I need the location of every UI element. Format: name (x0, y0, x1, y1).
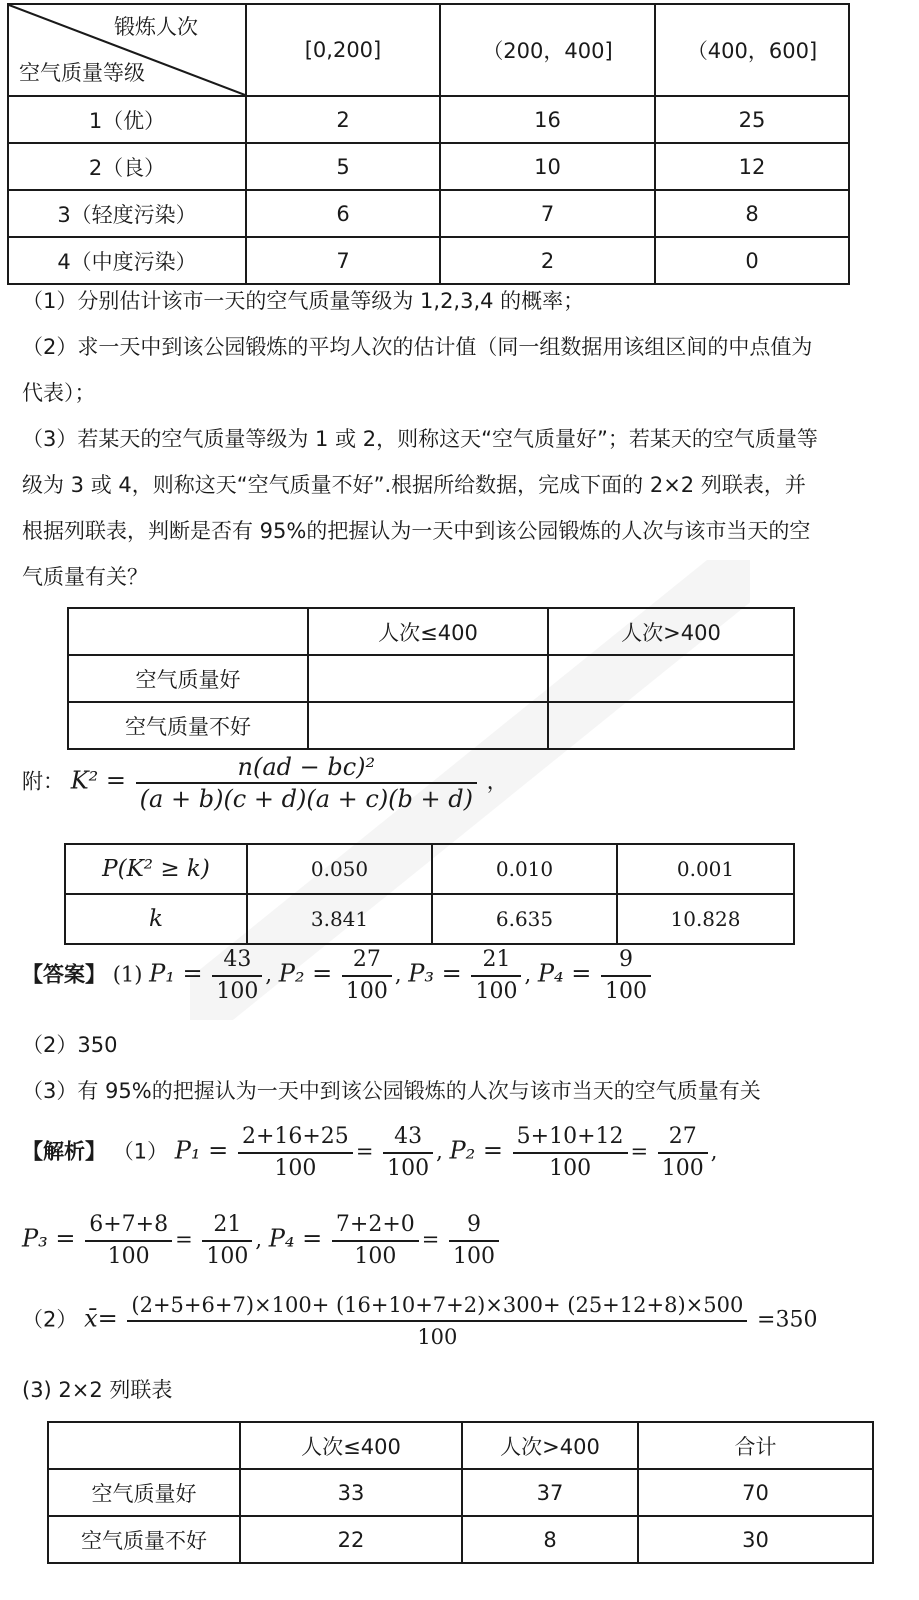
row-label: 空气质量不好 (68, 702, 308, 749)
cell: 6.635 (432, 894, 617, 944)
numerator: 27 (342, 945, 392, 977)
cell: 70 (638, 1469, 873, 1516)
formula-lhs: K² = (70, 766, 126, 795)
p3-fraction (471, 945, 521, 1007)
denominator: 100 (549, 1156, 592, 1181)
table-row (65, 894, 794, 944)
p1-fraction (212, 945, 262, 1007)
empty-cell (548, 702, 794, 749)
cell: 22 (240, 1516, 462, 1563)
p4-symbol: P₄ = (537, 959, 592, 988)
answer-label: 【答案】 (22, 962, 106, 987)
col-header: 合计 (638, 1422, 873, 1469)
question-3-line1: （3）若某天的空气质量等级为 1 或 2，则称这天“空气质量好”；若某天的空气质量等 (22, 427, 818, 451)
xbar-symbol: x̄= (84, 1304, 118, 1333)
formula-numerator: n(ad − bc)² (136, 752, 477, 784)
denominator: 100 (417, 1325, 458, 1349)
analysis-line-3 (22, 1290, 817, 1352)
answer-part-1: (1) (112, 962, 143, 987)
row-label: 4（中度污染） (8, 237, 246, 284)
blank-corner (68, 608, 308, 655)
formula-fraction (136, 752, 477, 814)
blank-corner (48, 1422, 240, 1469)
numerator: 7+2+0 (332, 1210, 419, 1242)
denominator: 100 (661, 1156, 704, 1181)
numerator: 27 (658, 1122, 708, 1154)
answer-line-1: 【答案】 (1) P₁ = $\frac{43}{100}$ , P₂ = $\frac{27}{100}$ , P₃ = $\frac{21}{100}$ , P₄ = $\frac{9}{100}$ (22, 945, 654, 1007)
numerator: 2+16+25 (238, 1122, 353, 1154)
cell: 0 (655, 237, 849, 284)
cell: 12 (655, 143, 849, 190)
denominator: 100 (605, 979, 648, 1004)
analysis-line-2: P₃ = $\frac{6+7+8}{100}$ = $\frac{21}{100}$ , P₄ = $\frac{7+2+0}{100}$ = $\frac{9}{100}$ (22, 1210, 502, 1272)
critical-value-table (64, 843, 795, 945)
chi-square-formula (22, 752, 508, 814)
cell: 6 (246, 190, 440, 237)
p3-symbol: P₃ = (22, 1224, 76, 1253)
p1-sum-fraction (238, 1122, 353, 1184)
cell: 33 (240, 1469, 462, 1516)
filled-contingency-table (47, 1421, 874, 1564)
cell: 5 (246, 143, 440, 190)
col-header: （400，600] (655, 4, 849, 96)
denominator: 100 (107, 1244, 150, 1269)
p3-result-fraction (202, 1210, 252, 1272)
cell: 0.010 (432, 844, 617, 894)
denominator: 100 (387, 1156, 430, 1181)
table-row (8, 143, 849, 190)
corner-top-label: 锻炼人次 (114, 15, 198, 39)
col-header: [0,200] (246, 4, 440, 96)
cell: 16 (440, 96, 655, 143)
p2-result-fraction (658, 1122, 708, 1184)
col-header: 人次≤400 (240, 1422, 462, 1469)
denominator: 100 (274, 1156, 317, 1181)
numerator: 5+10+12 (513, 1122, 628, 1154)
empty-cell (308, 655, 548, 702)
denominator: 100 (453, 1244, 496, 1269)
numerator: 9 (601, 945, 651, 977)
p4-sum-fraction (332, 1210, 419, 1272)
cell: 7 (440, 190, 655, 237)
row-label: 1（优） (8, 96, 246, 143)
p2-fraction (342, 945, 392, 1007)
p4-result-fraction (449, 1210, 499, 1272)
col-header: 人次≤400 (308, 608, 548, 655)
numerator: 6+7+8 (85, 1210, 172, 1242)
row-label: 2（良） (8, 143, 246, 190)
p1-result-fraction (383, 1122, 433, 1184)
table-row (8, 237, 849, 284)
p3-symbol: P₃ = (408, 959, 462, 988)
analysis-part-3: (3) 2×2 列联表 (22, 1378, 173, 1402)
blank-contingency-table (67, 607, 795, 750)
p4-symbol: P₄ = (268, 1224, 323, 1253)
cell: 3.841 (247, 894, 432, 944)
question-3-line2: 级为 3 或 4，则称这天“空气质量不好”.根据所给数据，完成下面的 2×2 列联表，并 (22, 473, 806, 497)
cell: 37 (462, 1469, 638, 1516)
question-1: （1）分别估计该市一天的空气质量等级为 1,2,3,4 的概率； (22, 289, 585, 313)
analysis-part-1: （1） (112, 1139, 169, 1164)
table-row (48, 1469, 873, 1516)
answer-line-2: （2）350 (22, 1033, 118, 1057)
analysis-line-1: 【解析】 （1） P₁ = $\frac{2+16+25}{100}$ = $\frac{43}{100}$ , P₂ = $\frac{5+10+12}{100}$ = $\frac{27}{100}$ , (22, 1122, 717, 1184)
p4-fraction (601, 945, 651, 1007)
row-label: 空气质量不好 (48, 1516, 240, 1563)
cell: 25 (655, 96, 849, 143)
question-3-line3: 根据列联表，判断是否有 95%的把握认为一天中到该公园锻炼的人次与该市当天的空 (22, 519, 811, 543)
formula-prefix: 附： (22, 769, 64, 794)
numerator: (2+5+6+7)×100+ (16+10+7+2)×300+ (25+12+8)×500 (127, 1290, 747, 1322)
empty-cell (308, 702, 548, 749)
row-label: 3（轻度污染） (8, 190, 246, 237)
p2-symbol: P₂ = (278, 959, 333, 988)
col-header: 人次>400 (462, 1422, 638, 1469)
numerator: 21 (471, 945, 521, 977)
cell: 8 (655, 190, 849, 237)
denominator: 100 (206, 1244, 249, 1269)
numerator: 43 (383, 1122, 433, 1154)
corner-bottom-label: 空气质量等级 (19, 61, 145, 85)
row-label: P(K² ≥ k) (65, 844, 247, 894)
cell: 8 (462, 1516, 638, 1563)
air-quality-table (7, 3, 850, 285)
denominator: 100 (345, 979, 388, 1004)
table-row (8, 96, 849, 143)
corner-header (8, 4, 246, 96)
p1-symbol: P₁ = (149, 959, 203, 988)
table-row (68, 655, 794, 702)
denominator: 100 (475, 979, 518, 1004)
row-label: 空气质量好 (68, 655, 308, 702)
formula-suffix: ， (486, 769, 508, 794)
question-2-line1: （2）求一天中到该公园锻炼的平均人次的估计值（同一组数据用该组区间的中点值为 (22, 335, 813, 359)
cell: 0.001 (617, 844, 794, 894)
analysis-label: 【解析】 (22, 1139, 106, 1164)
cell: 30 (638, 1516, 873, 1563)
question-2-line2: 代表）； (22, 381, 96, 405)
cell: 0.050 (247, 844, 432, 894)
numerator: 21 (202, 1210, 252, 1242)
table-row (68, 702, 794, 749)
answer-line-3: （3）有 95%的把握认为一天中到该公园锻炼的人次与该市当天的空气质量有关 (22, 1079, 761, 1103)
cell: 7 (246, 237, 440, 284)
table-row (48, 1516, 873, 1563)
denominator: 100 (216, 979, 259, 1004)
cell: 10 (440, 143, 655, 190)
row-label: k (65, 894, 247, 944)
col-header: （200，400] (440, 4, 655, 96)
denominator: 100 (354, 1244, 397, 1269)
analysis-part-2: （2） (22, 1307, 78, 1332)
p2-symbol: P₂ = (449, 1136, 503, 1165)
col-header: 人次>400 (548, 608, 794, 655)
formula-denominator: (a + b)(c + d)(a + c)(b + d) (139, 785, 473, 813)
row-label: 空气质量好 (48, 1469, 240, 1516)
question-3-line4: 气质量有关？ (22, 565, 148, 589)
p3-sum-fraction (85, 1210, 172, 1272)
cell: 2 (246, 96, 440, 143)
numerator: 43 (212, 945, 262, 977)
cell: 2 (440, 237, 655, 284)
mean-result: =350 (757, 1307, 818, 1333)
empty-cell (548, 655, 794, 702)
cell: 10.828 (617, 894, 794, 944)
table-row (8, 190, 849, 237)
numerator: 9 (449, 1210, 499, 1242)
p1-symbol: P₁ = (174, 1136, 229, 1165)
p2-sum-fraction (513, 1122, 628, 1184)
mean-fraction (127, 1290, 747, 1352)
table-row (65, 844, 794, 894)
